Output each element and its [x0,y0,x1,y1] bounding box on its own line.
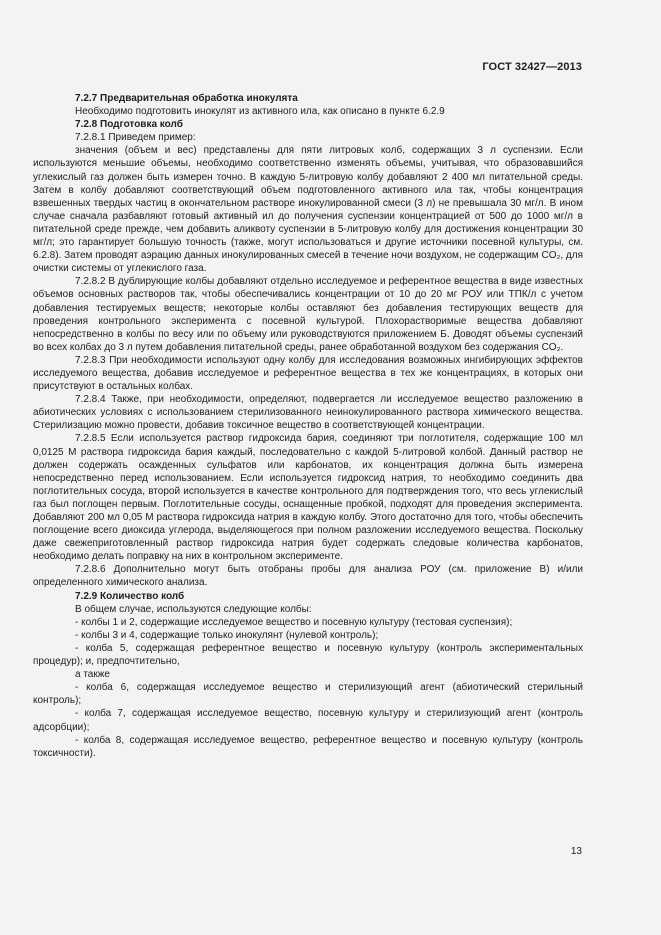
standard-header: ГОСТ 32427—2013 [482,61,582,73]
paragraph: - колбы 3 и 4, содержащие только инокулянт (нулевой контроль); [75,629,379,641]
paragraph: 7.2.8.2 В дублирующие колбы добавляют отдельно исследуемое и референтное вещества в виде известных объемов основных растворов так, чтобы обеспечивались концентрации от 10 до 20 мг РОУ или ТПК/л с учетом добавления тестируемых веществ; некоторые колбы оставляют без добавления тестирующих веществ для проведения контрольного эксперимента с посевной культурой. Плохорастворимые вещества добавляют непосредственно в колбы по весу или по объему или руководствуются приложением Б. Доводят объемы суспензий во всех колбах до 3 л путем добавления питательной среды, ранее обработанной воздухом без содержания CO₂. [33,276,583,353]
paragraph: а также [75,669,110,681]
paragraph: - колба 5, содержащая референтное вещество и посевную культуру (контроль экспериментальных процедур); и, предпочтительно, [33,642,583,668]
page-number: 13 [570,846,582,857]
document-body [33,92,583,760]
paragraph: - колба 6, содержащая исследуемое вещество и стерилизующий агент (абиотический стерильный контроль); [33,682,583,707]
paragraph: 7.2.8.5 Если используется раствор гидроксида бария, соединяют три поглотителя, содержащие 100 мл 0,0125 М раствора гидроксида бария каждый, последовательно с каждой 5-литровой колбой. Данный раствор не должен содержать осажденных сульфатов или карбонатов, их концентрация должна быть измерена непосредственно перед использованием. Если используется гидроксид натрия, то необходимо соединить два поглотительных сосуда, второй используется в качестве контрольного для подтверждения того, что весь углекислый газ был поглощен первым. Поглотительные сосуды, оснащенные пробкой, подходят для проведения эксперимента. Добавляют 200 мл 0,05 М раствора гидроксида натрия в каждую колбу. Этого достаточно для того, чтобы обеспечить поглощение всего диоксида углерода, выделяющегося при полном разложении исследуемого вещества. Поскольку даже свежеприготовленный раствор гидроксида натрия будет содержать следовые количества карбонатов, необходимо делать поправку на них в контрольном эксперименте. [33,433,583,563]
paragraph: В общем случае, используются следующие колбы: [75,603,312,615]
paragraph: 7.2.8.3 При необходимости используют одну колбу для исследования возможных ингибирующих эффектов исследуемого вещества, добавив исследуемое и референтное вещества в тех же концентрациях, в которых они присутствуют в остальных колбах. [33,354,583,393]
paragraph: - колбы 1 и 2, содержащие исследуемое вещество и посевную культуру (тестовая суспензия); [75,616,513,628]
paragraph: значения (объем и вес) представлены для пяти литровых колб, содержащих 3 л суспензии. Если используются меньшие объемы, необходимо соответственно изменять объемы, учитывая, что образовавшийся углекислый газ должен быть измерен точно. В каждую 5-литровую колбу добавляют 2 400 мл питательной среды. Затем в колбу добавляют соответствующий объем подготовленного активного ила так, чтобы концентрация взвешенных твердых частиц в окончательном растворе инокулированной смеси (3 л) не превышала 30 мг/л. В ином случае сначала разбавляют готовый активный ил до получения суспензии концентрацией от 500 до 1000 мг/л в питательной среде прежде, чем добавить аликвоту суспензии в 5-литровую колбу для достижения концентрации 30 мг/л; это гарантирует большую точность (также, могут использоваться и другие источники посевной культуры, см. 6.2.8). Затем проводят аэрацию данных инокулированных смесей в течение ночи воздухом, не содержащим CO₂, для очистки системы от углекислого газа. [33,145,583,275]
section-heading: 7.2.9 Количество колб [75,590,185,602]
paragraph: - колба 7, содержащая исследуемое вещество, посевную культуру и стерилизующий агент (контроль адсорбции); [33,708,583,733]
paragraph: 7.2.8.4 Также, при необходимости, определяют, подвергается ли исследуемое вещество разложению в абиотических условиях с использованием стерилизованного неинокулированного раствора химического вещества. Стерилизацию можно провести, добавив токсичное вещество в соответствующей концентрации. [33,394,583,432]
paragraph: 7.2.8.6 Дополнительно могут быть отобраны пробы для анализа РОУ (см. приложение В) и/или определенного химического анализа. [33,564,583,589]
paragraph: Необходимо подготовить инокулят из активного ила, как описано в пункте 6.2.9 [75,106,445,118]
paragraph: - колба 8, содержащая исследуемое вещество, референтное вещество и посевную культуру (контроль токсичности). [33,734,583,759]
section-heading: 7.2.7 Предварительная обработка инокулята [75,93,298,104]
section-heading: 7.2.8 Подготовка колб [75,119,183,131]
paragraph: 7.2.8.1 Приведем пример: [75,132,196,144]
